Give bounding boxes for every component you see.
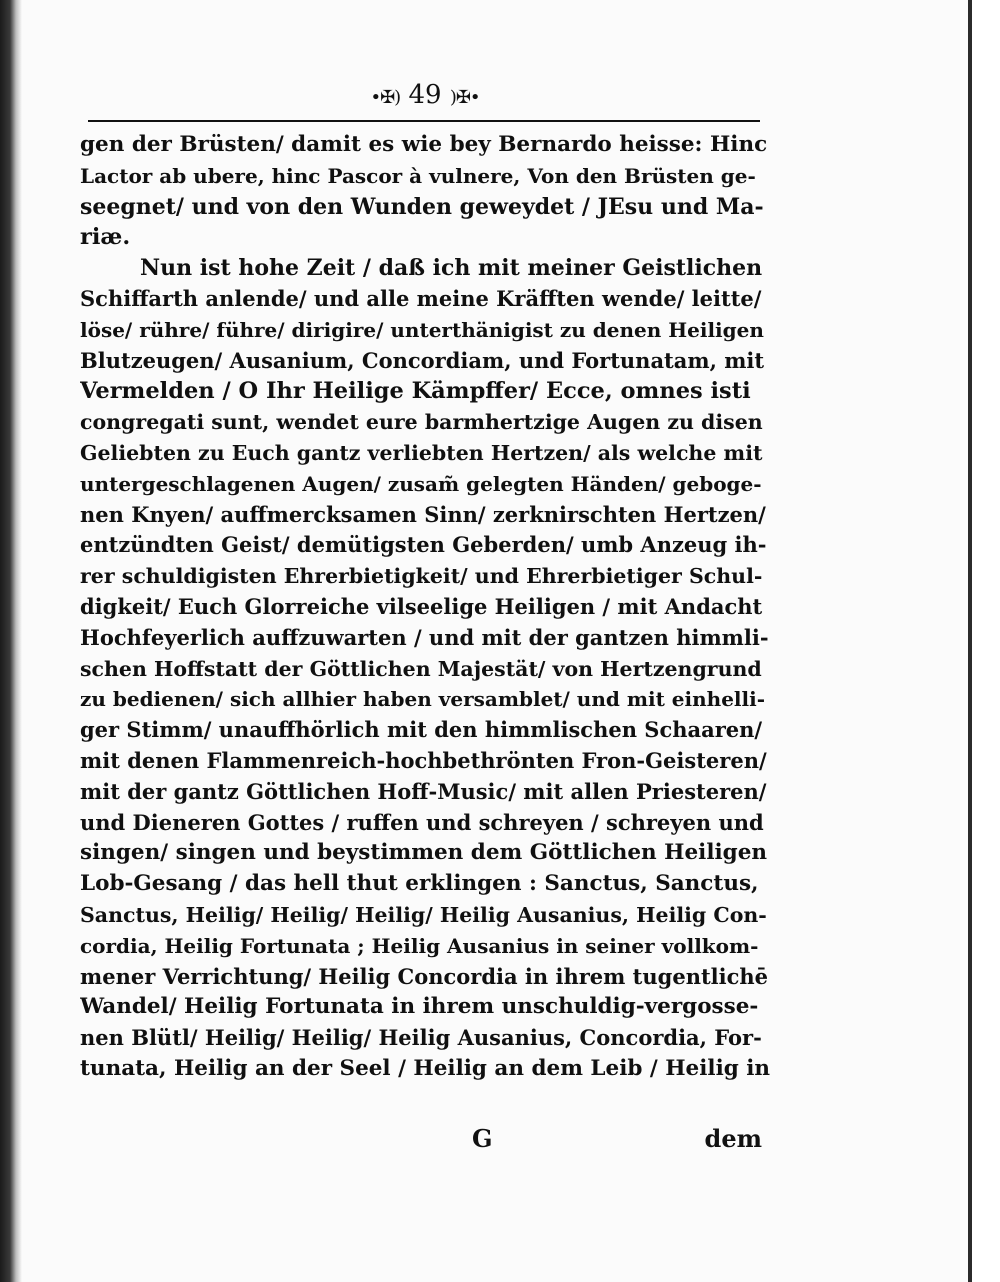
text-line: Schiffarth anlende/ und alle meine Kräfften wende/ leitte/ — [80, 285, 762, 311]
page-footer — [80, 1124, 770, 1160]
text-line: congregati sunt, wendet eure barmhertzige Augen zu disen — [80, 410, 763, 435]
text-line: Hochfeyerlich auffzuwarten / und mit der gantzen himmli- — [80, 624, 769, 650]
text-line: singen/ singen und beystimmen dem Göttlichen Heiligen — [80, 840, 768, 866]
header-ornament-left: •✠) — [370, 87, 401, 108]
header-ornament-right: )✠• — [449, 87, 480, 108]
text-line: Blutzeugen/ Ausanium, Concordiam, und Fortunatam, mit — [80, 347, 765, 373]
running-header — [80, 80, 770, 116]
signature-mark: G — [472, 1124, 493, 1153]
text-line: mit der gantz Göttlichen Hoff-Music/ mit allen Priesteren/ — [80, 778, 767, 804]
text-line: cordia, Heilig Fortunata ; Heilig Ausanius in seiner vollkom- — [80, 933, 759, 958]
text-line: und Dieneren Gottes / ruffen und schreyen / schreyen und — [80, 809, 764, 835]
scan-margin — [972, 0, 1000, 1282]
text-line: nen Knyen/ auffmercksamen Sinn/ zerknirschten Hertzen/ — [80, 501, 766, 527]
text-line: Wandel/ Heilig Fortunata in ihrem unschuldig-vergosse- — [80, 994, 759, 1020]
text-line: Sanctus, Heilig/ Heilig/ Heilig/ Heilig Ausanius, Heilig Con- — [80, 902, 767, 927]
text-line: rer schuldigisten Ehrerbietigkeit/ und Ehrerbietiger Schul- — [80, 564, 763, 589]
text-line: seegnet/ und von den Wunden geweydet / JEsu und Ma- — [80, 193, 764, 220]
text-line: nen Blütl/ Heilig/ Heilig/ Heilig Ausanius, Concordia, For- — [80, 1025, 762, 1051]
text-line: untergeschlagenen Augen/ zusam̃ gelegten Händen/ geboge- — [80, 471, 762, 496]
text-line: löse/ rühre/ führe/ dirigire/ unterthänigist zu denen Heiligen — [80, 317, 764, 342]
text-line: Nun ist hohe Zeit / daß ich mit meiner Geistlichen — [140, 255, 763, 282]
text-line: ger Stimm/ unauffhörlich mit den himmlischen Schaaren/ — [80, 717, 763, 743]
catchword: dem — [704, 1124, 762, 1153]
text-line: schen Hoffstatt der Göttlichen Majestät/ von Hertzengrund — [80, 656, 762, 681]
text-line: Lactor ab ubere, hinc Pascor à vulnere, Von den Brüsten ge- — [80, 163, 756, 188]
text-line: tunata, Heilig an der Seel / Heilig an dem Leib / Heilig in — [80, 1055, 770, 1081]
page-number: 49 — [408, 80, 442, 110]
text-line: riæ. — [80, 224, 131, 251]
text-line: digkeit/ Euch Glorreiche vilseelige Heiligen / mit Andacht — [80, 593, 763, 619]
text-line: Geliebten zu Euch gantz verliebten Hertzen/ als welche mit — [80, 440, 763, 465]
header-rule — [88, 120, 760, 122]
text-line: mit denen Flammenreich-hochbethrönten Fron-Geisteren/ — [80, 747, 767, 773]
text-line: zu bedienen/ sich allhier haben versamblet/ und mit einhelli- — [80, 687, 766, 712]
binding-shadow — [0, 0, 22, 1282]
text-line: Vermelden / O Ihr Heilige Kämpffer/ Ecce, omnes isti — [80, 378, 751, 405]
body-text — [80, 130, 770, 1085]
text-line: entzündten Geist/ demütigsten Geberden/ umb Anzeug ih- — [80, 532, 767, 558]
text-line: Lob-Gesang / das hell thut erklingen : Sanctus, Sanctus, — [80, 871, 759, 897]
text-line: mener Verrichtung/ Heilig Concordia in ihrem tugentlichē — [80, 963, 769, 989]
text-line: gen der Brüsten/ damit es wie bey Bernardo heisse: Hinc — [80, 132, 768, 157]
